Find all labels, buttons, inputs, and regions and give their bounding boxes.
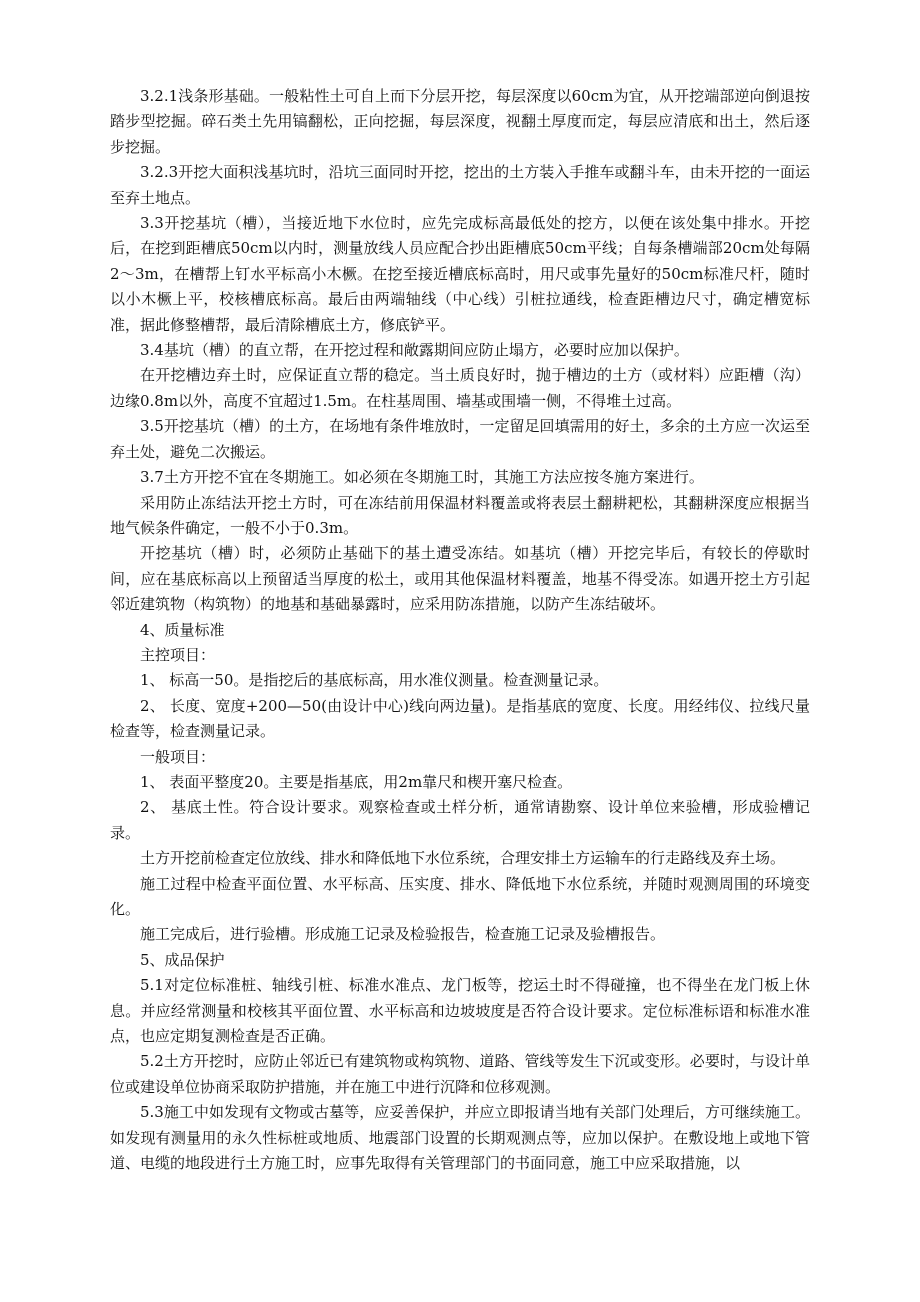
- paragraph-3-7: 3.7土方开挖不宜在冬期施工。如必须在冬期施工时，其施工方法应按冬施方案进行。: [140, 468, 704, 487]
- paragraph-5-1: 5.1对定位标准桩、轴线引桩、标准水准点、龙门板等，挖运土时不得碰撞，也不得坐在龙门板上休息。并应经常测量和校核其平面位置、水平标高和边坡坡度是否符合设计要求。定位标准标语和标准水准点，也应定期复测检查是否正确。: [110, 976, 810, 1046]
- paragraph-3-2-3: 3.2.3开挖大面积浅基坑时，沿坑三面同时开挖，挖出的土方装入手推车或翻斗车，由未开挖的一面运至弃土地点。: [110, 163, 810, 207]
- paragraph-5-3: 5.3施工中如发现有文物或古墓等，应妥善保护，并应立即报请当地有关部门处理后，方可继续施工。如发现有测量用的永久性标桩或地质、地震部门设置的长期观测点等，应加以保护。在敷设地上或地下管道、电缆的地段进行土方施工时，应事先取得有关管理部门的书面同意，施工中应采取措施，以: [110, 1103, 810, 1173]
- subheading-main-items: 主控项目：: [140, 645, 216, 664]
- paragraph-5-2: 5.2土方开挖时，应防止邻近已有建筑物或构筑物、道路、管线等发生下沉或变形。必要时，与设计单位或建设单位协商采取防护措施，并在施工中进行沉降和位移观测。: [110, 1052, 810, 1096]
- paragraph-pre-excavation-check: 土方开挖前检查定位放线、排水和降低地下水位系统，合理安排土方运输车的行走路线及弃土场。: [140, 849, 786, 868]
- paragraph-3-3: 3.3开挖基坑（槽），当接近地下水位时，应先完成标高最低处的挖方，以便在该处集中排水。开挖后，在挖到距槽底50cm以内时，测量放线人员应配合抄出距槽底50cm平线；自每条槽端部20cm处每隔2～3m，在槽帮上钉水平标高小木橛。在挖至接近槽底标高时，用尺或事先量好的50cm标准尺杆，随时以小木橛上平，校核槽底标高。最后由两端轴线（中心线）引桩拉通线，检查距槽边尺寸，确定槽宽标准，据此修整槽帮，最后清除槽底土方，修底铲平。: [110, 214, 810, 334]
- subheading-general-items: 一般项目：: [140, 747, 216, 766]
- section-heading-protection: 5、成品保护: [140, 950, 225, 969]
- paragraph-3-7-method: 采用防止冻结法开挖土方时，可在冻结前用保温材料覆盖或将表层土翻耕耙松，其翻耕深度应根据当地气候条件确定，一般不小于0.3m。: [110, 493, 810, 537]
- paragraph-3-7-frost: 开挖基坑（槽）时，必须防止基础下的基土遭受冻结。如基坑（槽）开挖完毕后，有较长的停歇时间，应在基底标高以上预留适当厚度的松土，或用其他保温材料覆盖，地基不得受冻。如遇开挖土方引起邻近建筑物（构筑物）的地基和基础暴露时，应采用防冻措施，以防产生冻结破坏。: [110, 544, 810, 614]
- section-heading-quality: 4、质量标准: [140, 620, 225, 639]
- paragraph-3-4: 3.4基坑（槽）的直立帮，在开挖过程和敞露期间应防止塌方，必要时应加以保护。: [140, 341, 689, 360]
- document-body: [110, 84, 810, 1176]
- paragraph-3-4-note: 在开挖槽边弃土时，应保证直立帮的稳定。当土质良好时，抛于槽边的土方（或材料）应距槽（沟）边缘0.8m以外，高度不宜超过1.5m。在柱基周围、墙基或围墙一侧，不得堆土过高。: [110, 366, 810, 410]
- main-item-1: 1、 标高一50。是指挖后的基底标高，用水准仪测量。检查测量记录。: [140, 671, 609, 690]
- general-item-2: 2、 基底土性。符合设计要求。观察检查或土样分析，通常请勘察、设计单位来验槽，形成验槽记录。: [110, 798, 810, 842]
- main-item-2: 2、 长度、宽度+200—50(由设计中心)线向两边量)。是指基底的宽度、长度。用经纬仪、拉线尺量检查等，检查测量记录。: [110, 696, 810, 741]
- paragraph-3-5: 3.5开挖基坑（槽）的土方，在场地有条件堆放时，一定留足回填需用的好土，多余的土方应一次运至弃土处，避免二次搬运。: [110, 417, 810, 461]
- paragraph-completion-check: 施工完成后，进行验槽。形成施工记录及检验报告，检查施工记录及验槽报告。: [140, 925, 666, 944]
- general-item-1: 1、 表面平整度20。主要是指基底，用2m靠尺和楔开塞尺检查。: [140, 772, 573, 791]
- paragraph-3-2-1: 3.2.1浅条形基础。一般粘性土可自上而下分层开挖，每层深度以60cm为宜，从开挖端部逆向倒退按踏步型挖掘。碎石类土先用镐翻松，正向挖掘，每层深度，视翻土厚度而定，每层应清底和出土，然后逐步挖掘。: [110, 87, 810, 156]
- paragraph-construction-check: 施工过程中检查平面位置、水平标高、压实度、排水、降低地下水位系统，并随时观测周围的环境变化。: [110, 874, 810, 918]
